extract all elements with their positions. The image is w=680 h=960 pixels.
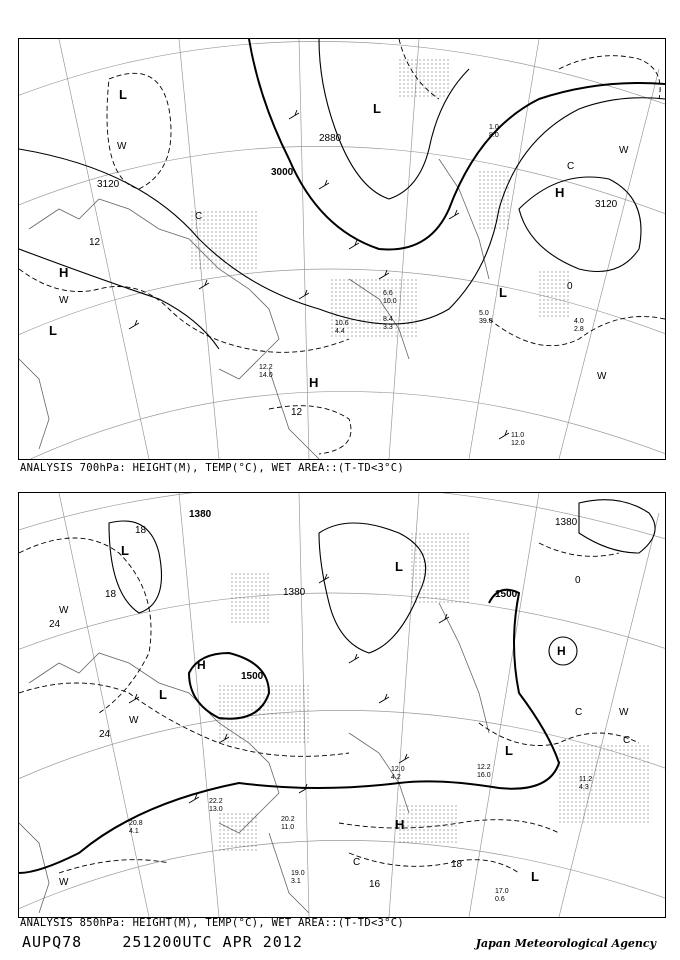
warm-marker: W [619,707,629,718]
cold-marker: C [623,735,631,746]
high-center-marker: H [395,817,405,832]
contour-label: 1500 [495,589,518,600]
chart-code: AUPQ78 [22,933,83,951]
obs-dewpoint-depression: 4.1 [129,828,139,835]
latlon-grid [19,39,665,459]
obs-temp: 1.0 [489,124,499,131]
obs-temp: 20.2 [281,816,295,823]
map-700hpa-canvas [19,39,665,459]
obs-temp: 20.8 [129,820,143,827]
obs-temp: 12.2 [259,364,273,371]
contour-label: 2880 [319,133,342,144]
station-observations [129,764,592,903]
obs-dewpoint-depression: 11.0 [281,824,295,831]
warm-marker: W [129,715,139,726]
obs-dewpoint-depression: 14.0 [259,372,273,379]
analysis-700hpa-map [18,38,666,460]
obs-temp: 5.0 [479,310,489,317]
cold-marker: C [567,161,575,172]
obs-temp: 6.6 [383,290,393,297]
contour-label: 1380 [189,509,212,520]
low-center-marker: L [49,323,57,338]
low-center-marker: L [395,559,403,574]
contour-label: 16 [369,879,381,890]
obs-temp: 4.0 [574,318,584,325]
obs-temp: 11.2 [579,776,593,783]
obs-dewpoint-depression: 4.3 [579,784,589,791]
contour-label: 3120 [97,179,120,190]
contour-label: 3000 [271,167,294,178]
obs-temp: 19.0 [291,870,305,877]
contour-label: 1380 [283,587,306,598]
valid-time: 251200UTC APR 2012 [122,933,303,951]
cold-marker: C [195,211,203,222]
obs-temp: 22.2 [209,798,223,805]
obs-dewpoint-depression: 8.0 [489,132,499,139]
obs-temp: 11.0 [511,432,525,439]
wind-barbs [129,110,509,439]
obs-temp: 12.0 [391,766,405,773]
agency-name: Japan Meteorological Agency [475,937,656,950]
contour-label: 12 [89,237,101,248]
warm-marker: W [117,141,127,152]
obs-temp: 8.4 [383,316,393,323]
contour-label: 24 [99,729,111,740]
obs-temp: 12.2 [477,764,491,771]
contour-label: 1380 [555,517,578,528]
coastlines [19,603,489,913]
warm-marker: W [619,145,629,156]
obs-dewpoint-depression: 4.2 [391,774,401,781]
contour-label: 18 [451,859,463,870]
map-850hpa-canvas [19,493,665,917]
obs-temp: 10.6 [335,320,349,327]
low-center-marker: L [119,87,127,102]
contour-label: 12 [291,407,303,418]
warm-marker: W [59,877,69,888]
low-center-marker: L [121,543,129,558]
warm-marker: W [597,371,607,382]
high-center-marker: H [59,265,69,280]
obs-dewpoint-depression: 10.0 [383,298,397,305]
obs-dewpoint-depression: 4.4 [335,328,345,335]
obs-dewpoint-depression: 2.8 [574,326,584,333]
cold-marker: C [575,707,583,718]
obs-dewpoint-depression: 0.6 [495,896,505,903]
obs-dewpoint-depression: 39.0 [479,318,493,325]
contour-label: 18 [105,589,117,600]
obs-dewpoint-depression: 3.3 [383,324,393,331]
obs-temp: 17.0 [495,888,509,895]
high-center-marker: H [555,185,565,200]
contour-label: 0 [575,575,581,586]
low-center-marker: L [499,285,507,300]
obs-dewpoint-depression: 12.0 [511,440,525,447]
low-center-marker: L [159,687,167,702]
contour-label: 3120 [595,199,618,210]
high-center-marker: H [197,658,206,672]
low-center-marker: L [505,743,513,758]
high-center-marker: H [557,644,566,658]
obs-dewpoint-depression: 3.1 [291,878,301,885]
low-center-marker: L [373,101,381,116]
analysis-850hpa-map [18,492,666,918]
high-center-marker: H [309,375,319,390]
warm-marker: W [59,295,69,306]
obs-dewpoint-depression: 16.0 [477,772,491,779]
cold-marker: C [353,857,361,868]
contour-label: 24 [49,619,61,630]
wet-area-hatching [219,533,649,853]
warm-marker: W [59,605,69,616]
latlon-grid [19,493,665,917]
contour-label: 0 [567,281,573,292]
obs-dewpoint-depression: 13.0 [209,806,223,813]
caption-700hpa: ANALYSIS 700hPa: HEIGHT(M), TEMP(°C), WET AREA::(T-TD<3°C) [20,462,405,474]
contour-label: 1500 [241,671,264,682]
contour-label: 18 [135,525,147,536]
caption-850hpa: ANALYSIS 850hPa: HEIGHT(M), TEMP(°C), WET AREA::(T-TD<3°C) [20,917,405,929]
chart-identifier [22,933,303,951]
low-center-marker: L [531,869,539,884]
